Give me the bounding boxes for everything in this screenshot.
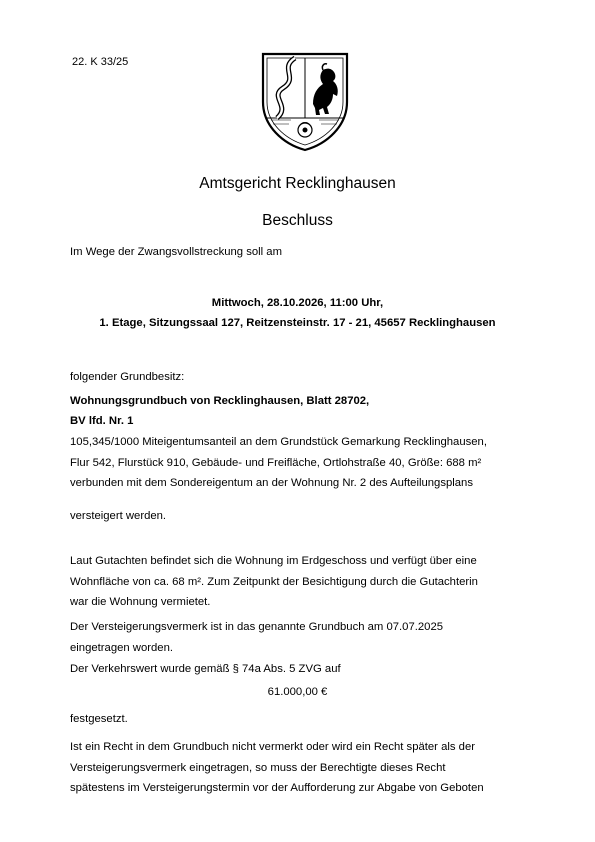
description-line: Flur 542, Flurstück 910, Gebäude- und Freifläche, Ortlohstraße 40, Größe: 688 m² [70, 456, 482, 469]
paragraph-line: Versteigerungsvermerk eingetragen, so muss der Berechtigte dieses Recht [70, 761, 446, 774]
property-lead: folgender Grundbesitz: [70, 371, 185, 383]
paragraph-line: Ist ein Recht in dem Grundbuch nicht vermerkt oder wird ein Recht später als der [70, 741, 475, 753]
court-name: Amtsgericht Recklinghausen [199, 175, 396, 192]
paragraph-line: Wohnfläche von ca. 68 m². Zum Zeitpunkt der Besichtigung durch die Gutachterin [70, 575, 478, 588]
value-intro: Der Verkehrswert wurde gemäß § 74a Abs. 5 ZVG auf [70, 663, 341, 675]
intro-text: Im Wege der Zwangsvollstreckung soll am [70, 246, 283, 258]
inventory-number: BV lfd. Nr. 1 [70, 415, 134, 427]
land-register-title: Wohnungsgrundbuch von Recklinghausen, Blatt 28702, [70, 395, 370, 407]
paragraph-line: Der Versteigerungsvermerk ist in das genannte Grundbuch am 07.07.2025 [70, 621, 444, 633]
value-fixed: festgesetzt. [70, 713, 128, 725]
auction-statement: versteigert werden. [70, 510, 167, 522]
paragraph-line: Laut Gutachten befindet sich die Wohnung im Erdgeschoss und verfügt über eine [70, 555, 477, 567]
auction-date-time: Mittwoch, 28.10.2026, 11:00 Uhr, [211, 297, 384, 309]
paragraph-line: spätestens im Versteigerungstermin vor der Aufforderung zur Abgabe von Geboten [70, 782, 484, 794]
paragraph-line: war die Wohnung vermietet. [70, 596, 211, 608]
description-line: 105,345/1000 Miteigentumsanteil an dem Grundstück Gemarkung Recklinghausen, [70, 436, 487, 448]
property-description [70, 432, 530, 494]
rights-paragraph [70, 737, 530, 799]
auction-venue: 1. Etage, Sitzungssaal 127, Reitzensteinstr. 17 - 21, 45657 Recklinghausen [99, 317, 496, 329]
nrw-coat-of-arms-icon [257, 46, 353, 154]
paragraph-line: eingetragen worden. [70, 641, 174, 654]
appraisal-paragraph [70, 551, 530, 613]
registration-paragraph [70, 617, 530, 658]
decision-title: Beschluss [262, 212, 333, 229]
file-reference: 22. K 33/25 [72, 56, 129, 68]
description-line: verbunden mit dem Sondereigentum an der Wohnung Nr. 2 des Aufteilungsplans [70, 477, 473, 489]
market-value: 61.000,00 € [267, 686, 328, 698]
